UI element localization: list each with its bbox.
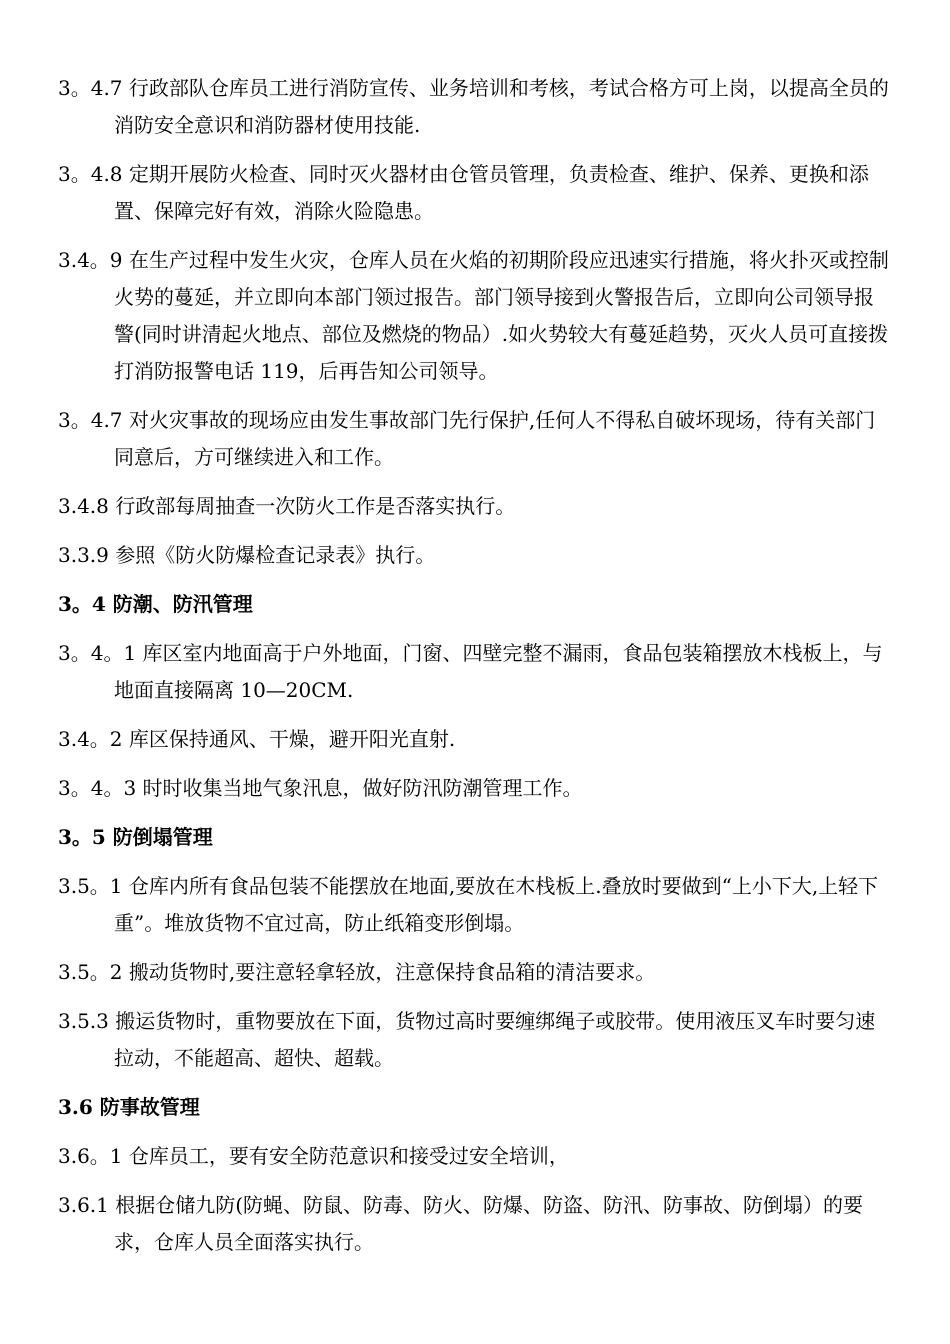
clause-3-3-9-checklist: 3.3.9 参照《防火防爆检查记录表》执行。	[58, 543, 436, 567]
clause-3-6-1-safety-awareness: 3.6。1 仓库员工，要有安全防范意识和接受过安全培训，	[58, 1144, 569, 1168]
clause-3-4-1-floor-pallets: 3。4。1 库区室内地面高于户外地面，门窗、四壁完整不漏雨，食品包装箱摆放木栈板上，与地面直接隔离 10—20CM.	[58, 641, 883, 702]
clause-3-4-7-fire-training: 3。4.7 行政部队仓库员工进行消防宣传、业务培训和考核，考试合格方可上岗，以提高全员的消防安全意识和消防器材使用技能.	[58, 76, 889, 137]
clause-3-4-9-fire-response: 3.4。9 在生产过程中发生火灾，仓库人员在火焰的初期阶段应迅速实行措施，将火扑灭或控制火势的蔓延，并立即向本部门领过报告。部门领导接到火警报告后，立即向公司领导报警(同时讲清起火地点、部位及燃烧的物品）.如火势较大有蔓延趋势，灭火人员可直接拨打消防报警电话 119，后再告知公司领导。	[58, 248, 889, 383]
clause-3-4-8-weekly-check: 3.4.8 行政部每周抽查一次防火工作是否落实执行。	[58, 494, 516, 518]
clause-3-5-2-handling: 3.5。2 搬动货物时,要注意轻拿轻放，注意保持食品箱的清洁要求。	[58, 960, 656, 984]
clause-3-4-7-accident-scene: 3。4.7 对火灾事故的现场应由发生事故部门先行保护,任何人不得私自破坏现场，待有关部门同意后，方可继续进入和工作。	[58, 408, 876, 469]
clause-3-5-3-transport: 3.5.3 搬运货物时，重物要放在下面，货物过高时要缠绑绳子或胶带。使用液压叉车时要匀速拉动，不能超高、超快、超载。	[58, 1009, 876, 1070]
clause-3-4-3-weather-info: 3。4。3 时时收集当地气象汛息，做好防汛防潮管理工作。	[58, 776, 583, 800]
document-page	[58, 70, 893, 1273]
section-heading-collapse: 3。5 防倒塌管理	[58, 825, 213, 849]
section-heading-moisture-flood: 3。4 防潮、防汛管理	[58, 592, 253, 616]
clause-3-6-1-nine-preventions: 3.6.1 根据仓储九防(防蝇、防鼠、防毒、防火、防爆、防盗、防汛、防事故、防倒塌）的要求，仓库人员全面落实执行。	[58, 1193, 864, 1254]
clause-3-5-1-stacking: 3.5。1 仓库内所有食品包装不能摆放在地面,要放在木栈板上.叠放时要做到“上小下大,上轻下重”。堆放货物不宜过高，防止纸箱变形倒塌。	[58, 874, 879, 935]
clause-3-4-2-ventilation: 3.4。2 库区保持通风、干燥，避开阳光直射.	[58, 727, 456, 751]
section-heading-accident: 3.6 防事故管理	[58, 1095, 200, 1119]
clause-3-4-8-fire-inspection: 3。4.8 定期开展防火检查、同时灭火器材由仓管员管理，负责检查、维护、保养、更换和添置、保障完好有效，消除火险隐患。	[58, 162, 869, 223]
